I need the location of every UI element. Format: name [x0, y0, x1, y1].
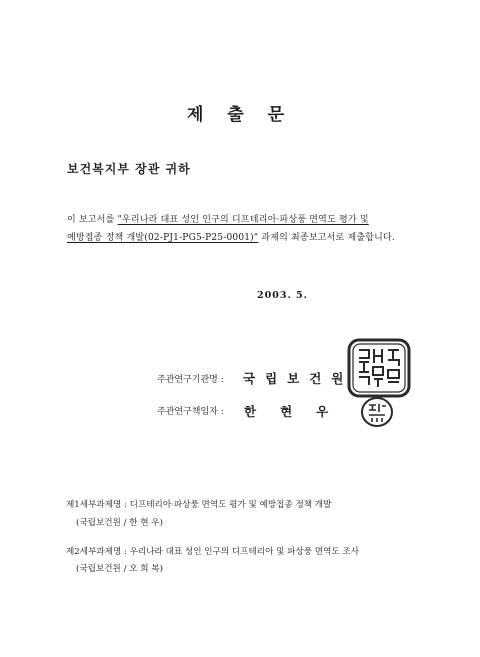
official-seal-icon: [347, 338, 411, 398]
body-line-2: [67, 230, 395, 243]
subproject-2-org: (국립보건원 / 오 희 복): [76, 564, 163, 574]
recipient-line: 보건복지부 장관 귀하: [67, 162, 191, 176]
page-title: 제 출 문: [186, 105, 294, 125]
report-title-part-1: "우리나라 대표 성인 인구의 디프테리아·파상풍 면역도 평가 및: [117, 215, 369, 225]
institution-label: 주관연구기관명 :: [157, 375, 224, 385]
researcher-name: 한현우: [244, 404, 353, 419]
personal-stamp-icon: [360, 396, 394, 428]
submission-date: 2003. 5.: [257, 290, 308, 301]
subproject-1-title: 제1세부과제명 : 디프테리아·파상풍 면역도 평가 및 예방접종 정책 개발: [66, 500, 332, 510]
subproject-1-org: (국립보건원 / 한 현 우): [76, 518, 163, 528]
subproject-2-title: 제2세부과제명 : 우리나라 대표 성인 인구의 디프테리아 및 파상풍 면역도 조사: [66, 547, 360, 557]
body-line-1: [67, 212, 369, 225]
body-line-1-prefix: 이 보고서를: [67, 215, 118, 225]
researcher-label: 주관연구책임자 :: [157, 407, 224, 417]
institution-name: 국립보건원: [243, 371, 354, 386]
body-line-2-suffix: 과제의 최종보고서로 제출합니다.: [258, 233, 395, 243]
report-title-part-2: 예방접종 정책 개발(02-PJ1-PG5-P25-0001)": [67, 233, 259, 243]
